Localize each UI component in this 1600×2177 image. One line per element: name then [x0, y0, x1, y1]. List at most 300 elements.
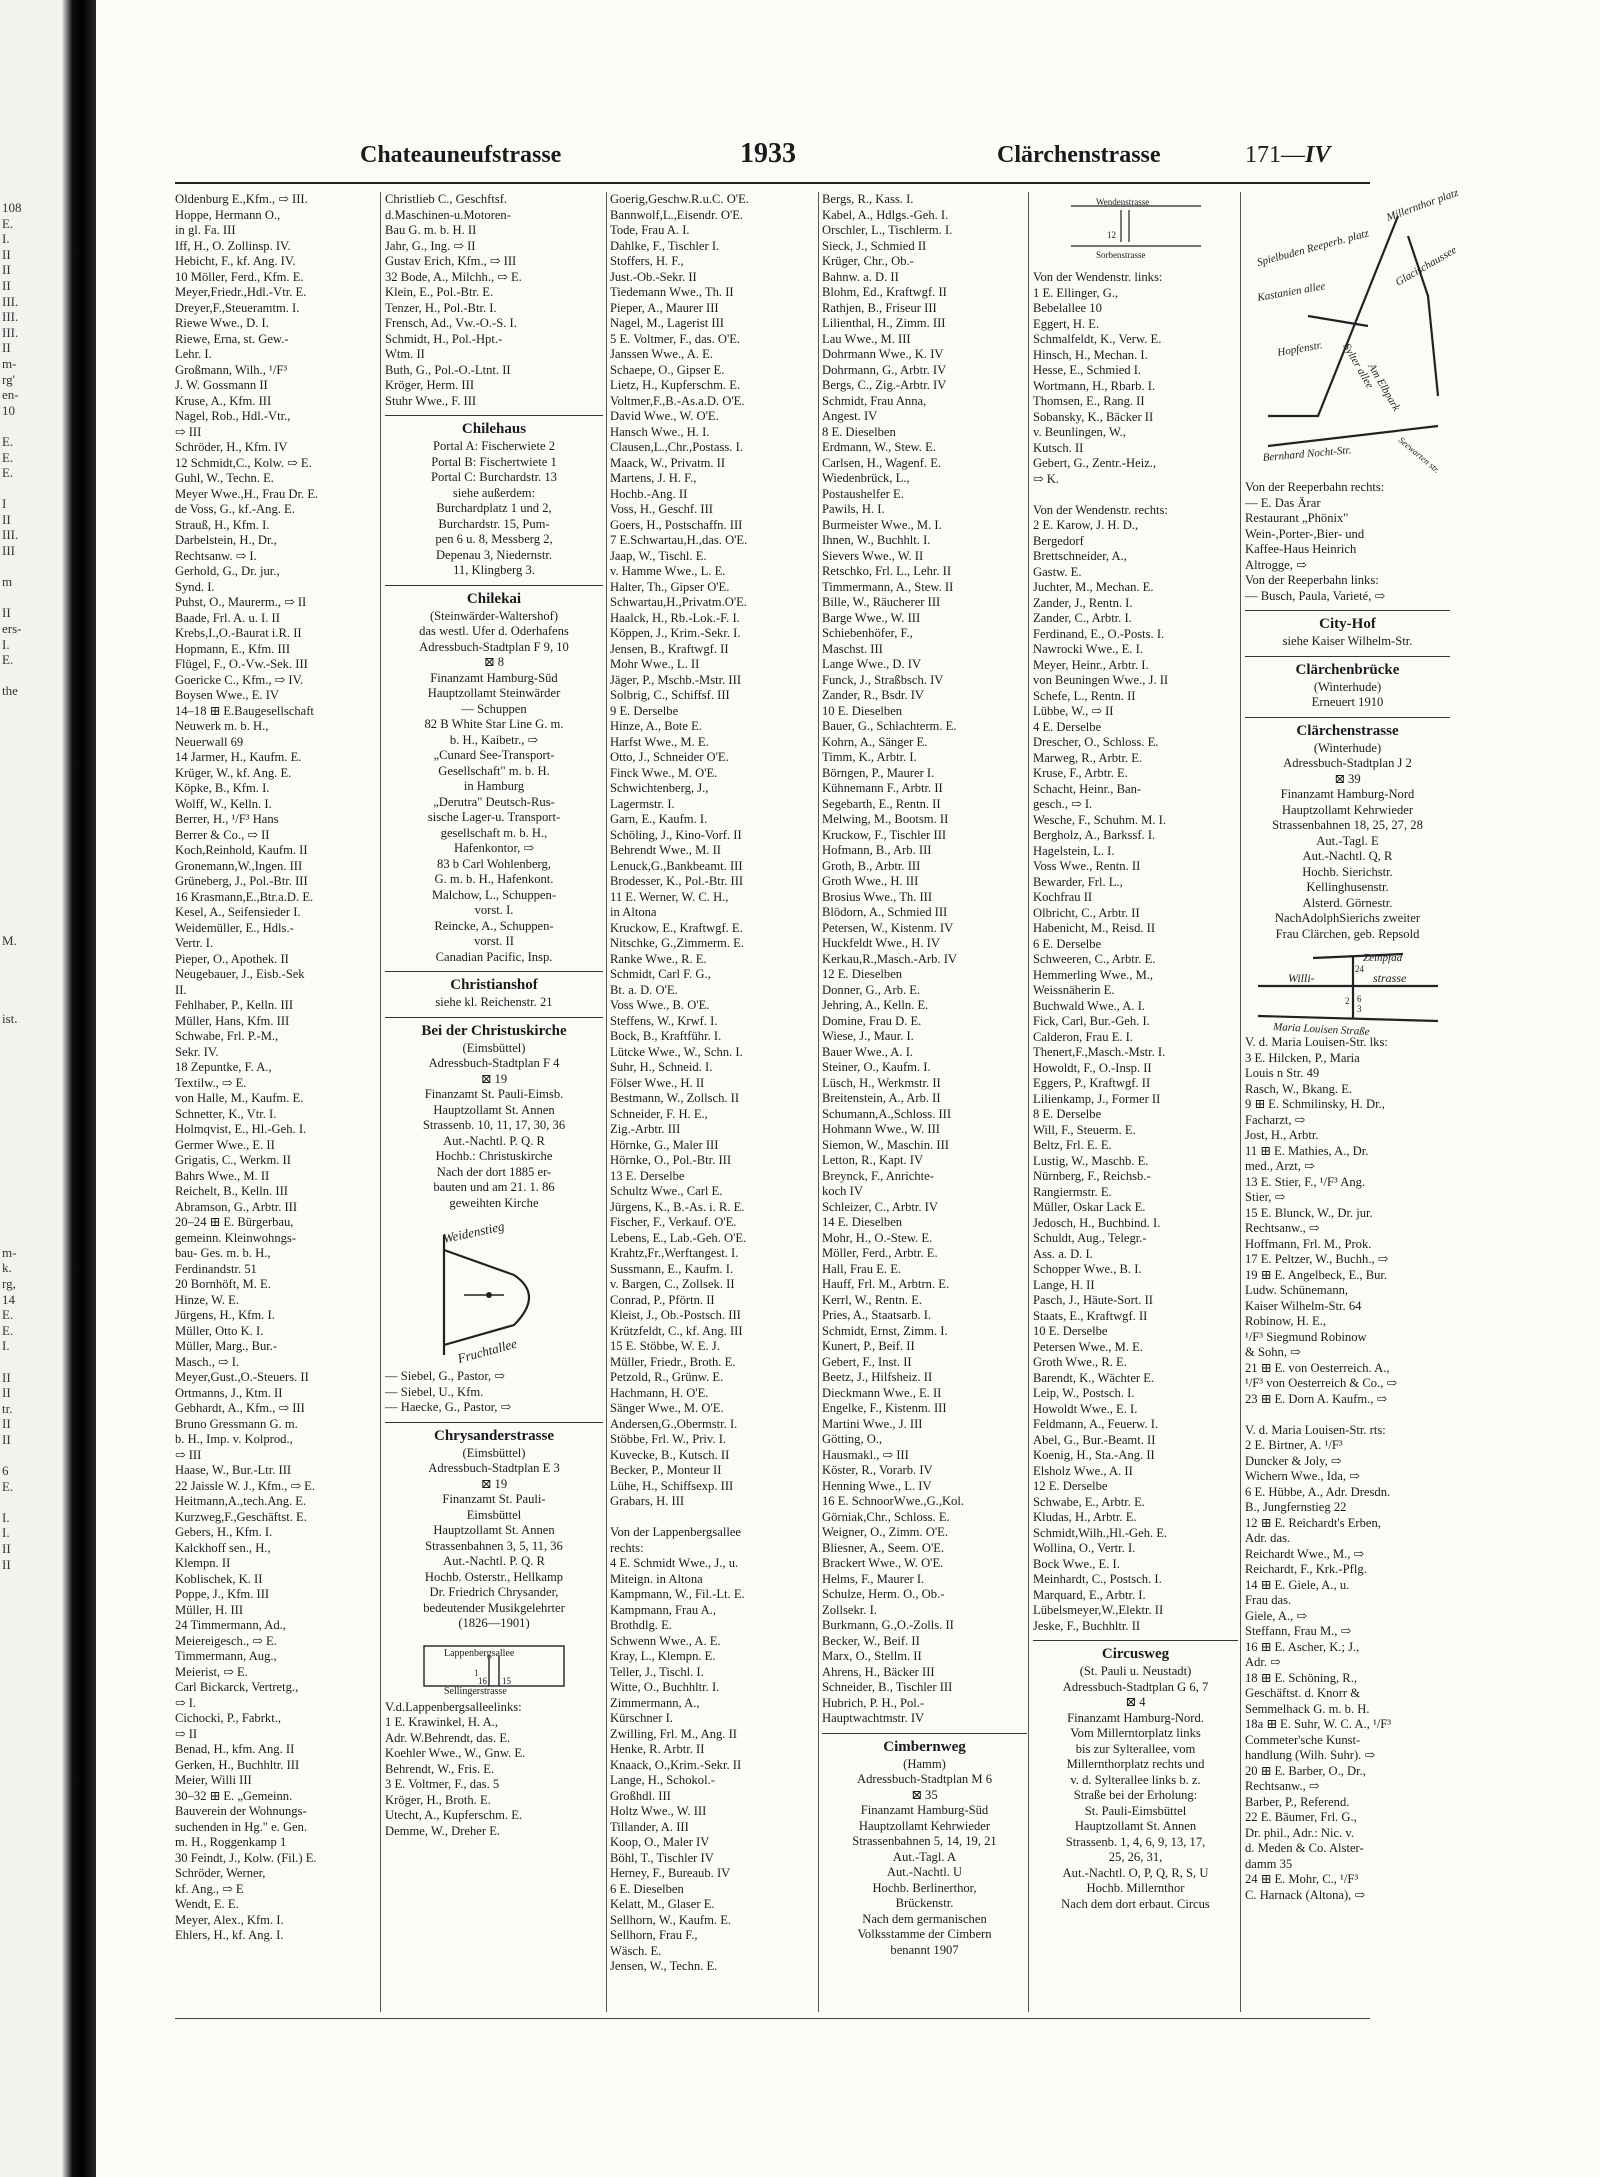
directory-entry: Klein, E., Pol.-Btr. E. — [385, 285, 494, 299]
directory-entry: Schröder, H., Kfm. IV — [175, 440, 288, 454]
street-info: Hochb.: Christuskirche — [435, 1149, 553, 1163]
directory-entry: Vertr. I. — [175, 936, 214, 950]
street-info: — Schuppen — [461, 701, 527, 716]
edge-fragment — [2, 746, 58, 762]
directory-entry: Poppe, J., Kfm. III — [175, 1587, 270, 1601]
directory-entry: Angest. IV — [822, 409, 878, 423]
directory-entry: von Beuningen Wwe., J. II — [1033, 673, 1169, 687]
directory-entry: Meyer, Alex., Kfm. I. — [175, 1912, 284, 1927]
street-info: Canadian Pacific, Insp. — [435, 949, 553, 964]
directory-entry: Louis n Str. 49 — [1245, 1066, 1320, 1080]
directory-entry: 24 Timmermann, Ad., — [175, 1618, 286, 1632]
directory-entry: in Altona — [610, 905, 657, 919]
street-heading: Bei der Christuskirche — [385, 1017, 603, 1041]
edge-fragment: 14 — [2, 1291, 15, 1307]
street-map — [1248, 186, 1460, 476]
directory-entry: Solbrig, C., Schiffsf. III — [610, 688, 730, 702]
directory-entry: 8 E. Derselbe — [1033, 1107, 1102, 1121]
street-info: ⊠ 35 — [911, 1787, 938, 1802]
edge-fragment — [2, 1058, 58, 1074]
directory-entry: Dohrmann, G., Arbtr. IV — [822, 362, 947, 377]
directory-entry: Feldmann, A., Feuerw. I. — [1033, 1417, 1159, 1431]
directory-entry: Rechtsanw., ⇨ — [1245, 1221, 1320, 1235]
directory-entry: 18 Zepuntke, F. A., — [175, 1060, 272, 1074]
directory-entry: Fehlhaber, P., Kelln. III — [175, 998, 294, 1012]
directory-entry: Krützfeldt, C., kf. Ang. III — [610, 1323, 743, 1338]
street-info: Hochb. Berlinerthor, — [872, 1880, 977, 1895]
directory-entry: Neugebauer, J., Eisb.-Sek — [175, 967, 305, 981]
directory-entry: Textilw., ⇨ E. — [175, 1075, 247, 1090]
street-heading: Christianshof — [385, 971, 603, 995]
street-info: G. m. b. H., Hafenkont. — [434, 872, 554, 886]
directory-entry: 14 Jarmer, H., Kaufm. E. — [175, 750, 302, 764]
street-info: geweihten Kirche — [449, 1195, 539, 1210]
edge-fragment — [2, 1167, 58, 1183]
directory-entry: Beltz, Frl. E. E. — [1033, 1138, 1112, 1152]
gutter-shadow — [62, 0, 96, 2177]
directory-entry: Kruckow, E., Kraftwgf. E. — [610, 920, 743, 935]
edge-fragment: II — [2, 511, 11, 527]
directory-entry: Nürnberg, F., Reichsb.- — [1033, 1169, 1151, 1183]
directory-entry: suchenden in Hg." e. Gen. — [175, 1819, 308, 1834]
directory-entry: Marweg, R., Arbtr. E. — [1033, 750, 1143, 765]
directory-entry: Jensen, B., Kraftwgf. II — [610, 641, 729, 656]
street-map — [1041, 196, 1231, 266]
directory-entry: Strauß, H., Kfm. I. — [175, 517, 270, 532]
directory-entry: Kurzweg,F.,Geschäftst. E. — [175, 1509, 307, 1524]
directory-entry: Schweeren, C., Arbtr. E. — [1033, 952, 1156, 966]
edge-fragment — [2, 1198, 58, 1214]
directory-entry: Schuldt, Aug., Telegr.- — [1033, 1231, 1147, 1245]
street-info: Reincke, A., Schuppen- — [434, 918, 554, 933]
directory-entry: 19 ⊞ E. Angelbeck, E., Bur. — [1245, 1267, 1388, 1282]
edge-fragment: E. — [2, 465, 14, 481]
street-info: bedeutender Musikgelehrter — [423, 1600, 565, 1615]
directory-entry: 3 E. Voltmer, F., das. 5 — [385, 1777, 500, 1791]
directory-entry: in gl. Fa. III — [175, 223, 236, 237]
directory-entry: Habenicht, M., Reisd. II — [1033, 921, 1156, 935]
directory-entry: Rasch, W., Bkang. E. — [1245, 1081, 1353, 1096]
directory-entry: Sieck, J., Schmied II — [822, 238, 927, 253]
directory-entry: 30–32 ⊞ E. „Gemeinn. — [175, 1788, 293, 1803]
street-info: Finanzamt Hamburg-Süd — [430, 670, 558, 685]
directory-entry: Stuhr Wwe., F. III — [385, 393, 477, 408]
street-map — [404, 1215, 584, 1365]
directory-entry: Bannwolf,L.,Eisendr. O'E. — [610, 207, 744, 222]
map-label: 15 — [502, 1675, 511, 1686]
directory-entry: Hinze, A., Bote E. — [610, 719, 702, 733]
map-label: 24 — [1354, 964, 1364, 974]
directory-entry: 20 Bornhöft, M. E. — [175, 1277, 271, 1291]
directory-entry: David Wwe., W. O'E. — [610, 409, 719, 423]
edge-fragment — [2, 1494, 58, 1510]
directory-entry: Müller, H. III — [175, 1602, 244, 1617]
directory-entry: Thomsen, E., Rang. II — [1033, 394, 1145, 408]
directory-entry: Halter, Th., Gipser O'E. — [610, 579, 730, 594]
directory-entry: Blödorn, A., Schmied III — [822, 905, 948, 919]
directory-entry: — Haecke, G., Pastor, ⇨ — [385, 1400, 512, 1414]
directory-entry: Zander, C., Arbtr. I. — [1033, 611, 1132, 625]
directory-entry: Haalck, H., Rb.-Lok.-F. I. — [610, 610, 740, 625]
directory-entry: Kray, L., Klempn. E. — [610, 1649, 716, 1663]
directory-entry: Maschst. III — [822, 641, 883, 656]
street-info: Hochb. Millernthor — [1086, 1881, 1185, 1895]
directory-entry: Schefe, L., Rentn. II — [1033, 688, 1136, 703]
street-info: Brückenstr. — [895, 1896, 954, 1910]
directory-entry: J. W. Gossmann II — [175, 378, 268, 392]
edge-fragment — [2, 1354, 58, 1370]
directory-entry: Helms, F., Maurer I. — [822, 1571, 925, 1586]
section-mark: IV — [1305, 142, 1331, 168]
directory-entry: Kruckow, F., Tischler III — [822, 827, 947, 842]
directory-entry: Semmelhack G. m. b. H. — [1245, 1701, 1370, 1716]
directory-entry: Gebert, F., Inst. II — [822, 1354, 912, 1369]
directory-entry: Hemmerling Wwe., M., — [1033, 967, 1154, 982]
column-1 — [175, 192, 375, 2012]
directory-entry: Miteign. in Altona — [610, 1571, 703, 1586]
directory-entry: Facharzt, ⇨ — [1245, 1112, 1306, 1127]
street-info: ⊠ 19 — [480, 1071, 508, 1086]
directory-entry: Marx, O., Stellm. II — [822, 1649, 922, 1663]
directory-entry: Hauptwachtmstr. IV — [822, 1711, 925, 1725]
directory-entry: Müller, Oskar Lack E. — [1033, 1200, 1146, 1214]
street-heading: Chilekai — [385, 585, 603, 609]
directory-entry: Conrad, P., Pförtn. II — [610, 1292, 715, 1307]
directory-entry: Howoldt, F., O.-Insp. II — [1033, 1060, 1152, 1075]
edge-fragment — [2, 1448, 58, 1464]
edge-fragment — [2, 1120, 58, 1136]
directory-entry: Eggers, P., Kraftwgf. II — [1033, 1076, 1151, 1090]
directory-entry: Reichelt, B., Kelln. III — [175, 1184, 288, 1198]
directory-entry: de Voss, G., kf.-Ang. E. — [175, 502, 295, 516]
street-info: 82 B White Star Line G. m. — [424, 717, 564, 731]
directory-entry: Goerig,Geschw.R.u.C. O'E. — [610, 192, 749, 206]
directory-entry: Weigner, O., Zimm. O'E. — [822, 1525, 948, 1539]
directory-entry: d. Meden & Co. Alster- — [1245, 1841, 1364, 1855]
directory-entry: Utecht, A., Kupferschm. E. — [385, 1808, 523, 1822]
directory-entry: Timmermann, Aug., — [175, 1649, 277, 1663]
directory-entry: Buchwald Wwe., A. I. — [1033, 998, 1146, 1013]
directory-entry: Bestmann, W., Zollsch. II — [610, 1091, 740, 1105]
directory-entry: Bergs, R., Kass. I. — [822, 192, 914, 206]
directory-entry: Gerken, H., Buchhltr. III — [175, 1757, 300, 1772]
directory-entry: Hofmann, B., Arb. III — [822, 843, 932, 857]
directory-entry: bau- Ges. m. b. H., — [175, 1246, 271, 1260]
directory-entry: & Sohn, ⇨ — [1245, 1345, 1301, 1359]
directory-entry: Andersen,G.,Obermstr. I. — [610, 1416, 738, 1431]
directory-entry: Holmqvist, E., Hl.-Geh. I. — [175, 1122, 307, 1136]
directory-entry: Koehler Wwe., W., Gnw. E. — [385, 1746, 526, 1760]
edge-fragment: I. — [2, 636, 10, 652]
directory-entry: 20–24 ⊞ E. Bürgerbau, — [175, 1215, 294, 1229]
directory-entry: Kuvecke, B., Kutsch. II — [610, 1447, 730, 1462]
directory-entry: Darbelstein, H., Dr., — [175, 533, 277, 547]
directory-entry: — Siebel, G., Pastor, ⇨ — [385, 1369, 505, 1383]
directory-entry: Martens, J. H. F., — [610, 471, 697, 485]
directory-entry: ⇨ II — [175, 1726, 198, 1741]
directory-entry: Timm, K., Arbtr. I. — [822, 750, 917, 764]
directory-entry: Kürschner I. — [610, 1711, 673, 1725]
street-info: (Eimsbüttel) — [462, 1040, 526, 1055]
directory-entry: Kaiser Wilhelm-Str. 64 — [1245, 1298, 1362, 1313]
street-info: Finanzamt Hamburg-Nord — [1280, 787, 1415, 801]
directory-entry: d.Maschinen-u.Motoren- — [385, 207, 511, 222]
directory-entry: Kleist, J., Ob.-Postsch. III — [610, 1308, 741, 1322]
directory-entry: Pieper, A., Maurer III — [610, 300, 719, 315]
directory-entry: med., Arzt, ⇨ — [1245, 1159, 1315, 1173]
directory-entry: Gastw. E. — [1033, 564, 1082, 579]
directory-entry: 12 E. Dieselben — [822, 967, 903, 981]
edge-fragment: 6 — [2, 1463, 9, 1479]
edge-fragment — [2, 824, 58, 840]
directory-entry: b. H., Imp. v. Kolprod., — [175, 1432, 293, 1446]
directory-entry: Lietz, H., Kupferschm. E. — [610, 378, 741, 392]
directory-entry: 17 E. Peltzer, W., Buchh., ⇨ — [1245, 1252, 1389, 1266]
directory-entry: Kampmann, Frau A., — [610, 1602, 716, 1617]
street-info: b. H., Kaibetr., ⇨ — [449, 732, 539, 747]
directory-entry: Kabel, A., Hdlgs.-Geh. I. — [822, 207, 949, 222]
street-info: Erneuert 1910 — [1311, 695, 1384, 709]
edge-fragment: I. — [2, 1338, 10, 1354]
directory-entry: Schmidt,Wilh.,Hl.-Geh. E. — [1033, 1525, 1168, 1540]
directory-entry: Martini Wwe., J. III — [822, 1416, 923, 1431]
directory-entry: Petersen, W., Kistenm. IV — [822, 920, 954, 935]
edge-fragment — [2, 1089, 58, 1105]
directory-page — [170, 130, 1500, 2030]
street-info: siehe Kaiser Wilhelm-Str. — [1282, 634, 1413, 648]
street-info: 83 b Carl Wohlenberg, — [437, 856, 551, 871]
column-divider — [1028, 192, 1029, 2012]
directory-entry: Benad, H., kfm. Ang. II — [175, 1742, 295, 1756]
edge-fragment: II — [2, 277, 11, 293]
directory-entry: Staats, E., Kraftwgf. II — [1033, 1308, 1148, 1323]
directory-entry: Adr. ⇨ — [1245, 1655, 1281, 1669]
directory-entry: Köppen, J., Krim.-Sekr. I. — [610, 626, 741, 640]
map-label: Spielbuden Reeperb. platz — [1255, 227, 1370, 269]
street-heading: Clärchenstrasse — [1245, 717, 1450, 741]
directory-entry: Reichardt, F., Krk.-Pflg. — [1245, 1562, 1367, 1576]
directory-entry: 4 E. Schmidt Wwe., J., u. — [610, 1556, 739, 1570]
directory-entry: Groth, B., Arbtr. III — [822, 858, 921, 873]
street-info: Nach der dort 1885 er- — [436, 1164, 552, 1179]
directory-entry: Sekr. IV. — [175, 1044, 219, 1059]
directory-entry: ¹/F³ von Oesterreich & Co., ⇨ — [1245, 1376, 1398, 1390]
directory-entry: Lange, H., Schokol.- — [610, 1773, 715, 1787]
edge-fragment: III. — [2, 324, 19, 340]
directory-entry: Grabars, H. III — [610, 1494, 685, 1508]
directory-entry: ⇨ III — [175, 1447, 202, 1462]
directory-entry: Commeter'sche Kunst- — [1245, 1732, 1361, 1747]
directory-entry: Thenert,F.,Masch.-Mstr. I. — [1033, 1045, 1166, 1059]
street-info: Vom Millerntorplatz links — [1070, 1726, 1201, 1740]
directory-entry: Neuerwall 69 — [175, 734, 244, 749]
directory-entry: Fölser Wwe., H. II — [610, 1075, 705, 1090]
directory-entry: Schneider, B., Tischler III — [822, 1680, 953, 1694]
directory-entry: Köster, R., Vorarb. IV — [822, 1463, 933, 1477]
directory-entry: Müller, Friedr., Broth. E. — [610, 1354, 736, 1369]
directory-entry: Harfst Wwe., M. E. — [610, 734, 709, 749]
street-info: Adressbuch-Stadtplan J 2 — [1283, 756, 1412, 770]
street-info: Finanzamt Hamburg-Süd — [860, 1803, 989, 1817]
map-label: Zeinpfad — [1362, 952, 1402, 964]
directory-entry: Weissnäherin E. — [1033, 983, 1115, 997]
directory-entry: Tiedemann Wwe., Th. II — [610, 285, 734, 299]
directory-entry: Riewe Wwe., D. I. — [175, 316, 269, 330]
directory-entry: Witte, O., Buchhltr. I. — [610, 1680, 720, 1694]
edge-fragment — [2, 668, 58, 684]
directory-entry: Restaurant „Phönix" — [1245, 511, 1349, 525]
street-info: Portal A: Fischerwiete 2 — [432, 439, 556, 453]
directory-entry: Schmidt, H., Pol.-Hpt.- — [385, 331, 503, 346]
column-divider — [1240, 192, 1241, 2012]
directory-entry: Nitschke, G.,Zimmerm. E. — [610, 936, 744, 950]
directory-entry: Hoppe, Hermann O., — [175, 207, 281, 222]
edge-fragment — [2, 1073, 58, 1089]
map-label: 6 — [1356, 994, 1361, 1004]
directory-entry: Berrer & Co., ⇨ II — [175, 827, 270, 842]
edge-fragment — [2, 559, 58, 575]
directory-entry: V. d. Maria Louisen-Str. lks: — [1245, 1035, 1388, 1049]
directory-entry: Calderon, Frau E. I. — [1033, 1029, 1134, 1044]
directory-entry: Groth Wwe., R. E. — [1033, 1355, 1127, 1369]
directory-entry: Stoffers, H. F., — [610, 254, 684, 268]
directory-entry: Erdmann, W., Stew. E. — [822, 440, 936, 454]
edge-fragment: I — [2, 496, 7, 512]
street-info: Portal B: Fischertwiete 1 — [431, 454, 557, 469]
street-info: Nach dem dort erbaut. Circus — [1061, 1896, 1210, 1911]
directory-entry: Pries, A., Staatsarb. I. — [822, 1308, 932, 1322]
directory-entry — [610, 1510, 815, 1526]
directory-entry: Lilienthal, H., Zimm. III — [822, 316, 946, 330]
directory-entry: Hausmakl., ⇨ III — [822, 1447, 909, 1462]
directory-entry: Ass. a. D. I. — [1033, 1246, 1093, 1261]
edge-fragment — [2, 730, 58, 746]
directory-entry: m. H., Roggenkamp 1 — [175, 1835, 287, 1849]
directory-entry: Großhdl. III — [610, 1788, 671, 1803]
directory-entry: 9 ⊞ E. Schmilinsky, H. Dr., — [1245, 1097, 1385, 1111]
directory-entry: 4 E. Derselbe — [1033, 719, 1102, 734]
directory-entry: Lübelsmeyer,W.,Elektr. II — [1033, 1603, 1164, 1617]
directory-entry: Synd. I. — [175, 579, 215, 594]
edge-fragment: tr. — [2, 1400, 13, 1416]
street-info: bis zur Sylterallee, vom — [1075, 1741, 1196, 1756]
edge-fragment: II — [2, 605, 11, 621]
directory-entry: Fick, Carl, Bur.-Geh. I. — [1033, 1014, 1150, 1028]
edge-fragment: II — [2, 1431, 11, 1447]
street-info: (1826—1901) — [458, 1616, 530, 1630]
directory-entry: 5 E. Voltmer, F., das. O'E. — [610, 331, 741, 346]
directory-entry: Carl Bickarck, Vertretg., — [175, 1680, 299, 1694]
directory-entry: Just.-Ob.-Sekr. II — [610, 269, 697, 284]
street-info: Kellinghusenstr. — [1306, 880, 1389, 894]
directory-entry: Steffens, W., Krwf. I. — [610, 1013, 718, 1028]
header-rule — [175, 182, 1370, 184]
street-info: Adressbuch-Stadtplan M 6 — [856, 1772, 992, 1786]
directory-entry: Flügel, F., O.-Vw.-Sek. III — [175, 657, 308, 671]
directory-entry: Wollina, O., Vertr. I. — [1033, 1541, 1136, 1555]
directory-entry: Elsholz Wwe., A. II — [1033, 1463, 1133, 1478]
directory-entry: damm 35 — [1245, 1856, 1293, 1871]
directory-entry: Meyer,Friedr.,Hdl.-Vtr. E. — [175, 285, 307, 299]
directory-entry: 14 ⊞ E. Giele, A., u. — [1245, 1577, 1350, 1592]
street-info: Aut.-Nachtl. P. Q. R — [443, 1133, 545, 1148]
edge-fragment: I. — [2, 231, 10, 247]
edge-fragment: E. — [2, 1322, 14, 1338]
directory-entry: Zwilling, Frl. M., Ang. II — [610, 1726, 737, 1741]
street-info: Finanzamt St. Pauli- — [442, 1492, 546, 1506]
directory-entry: Zander, R., Bsdr. IV — [822, 688, 924, 702]
directory-entry: Schulze, Herm. O., Ob.- — [822, 1587, 945, 1601]
directory-entry: Krüger, Chr., Ob.- — [822, 254, 914, 268]
directory-entry: Hubrich, P. H., Pol.- — [822, 1695, 925, 1710]
directory-entry: Kalckhoff sen., H., — [175, 1540, 271, 1555]
directory-entry: Schwichtenberg, J., — [610, 781, 709, 795]
street-map — [404, 1636, 584, 1696]
edge-fragment — [2, 793, 58, 809]
street-info: ⊠ 39 — [1334, 771, 1361, 786]
directory-entry: Kruse, F., Arbtr. E. — [1033, 766, 1128, 780]
edge-fragment: I. — [2, 1525, 10, 1541]
year-heading: 1933 — [740, 138, 796, 169]
street-info: benannt 1907 — [890, 1942, 959, 1957]
directory-entry: Kröger, H., Broth. E. — [385, 1792, 491, 1807]
directory-entry: Wortmann, H., Rbarb. I. — [1033, 378, 1156, 393]
directory-entry: Jensen, W., Techn. E. — [610, 1959, 718, 1973]
directory-entry: 12 Schmidt,C., Kolw. ⇨ E. — [175, 455, 312, 470]
directory-entry: 22 E. Bäumer, Frl. G., — [1245, 1810, 1357, 1824]
street-info: Adressbuch-Stadtplan E 3 — [428, 1461, 560, 1475]
directory-entry: Melwing, M., Bootsm. II — [822, 812, 949, 826]
directory-entry: Abramson, G., Arbtr. III — [175, 1199, 298, 1214]
directory-entry: Howoldt Wwe., E. I. — [1033, 1401, 1138, 1416]
directory-entry: Lenuck,G.,Bankbeamt. III — [610, 858, 743, 873]
directory-entry: Juchter, M., Mechan. E. — [1033, 580, 1154, 594]
directory-entry: Schultz Wwe., Carl E. — [610, 1184, 723, 1198]
directory-entry: Marquard, E., Arbtr. I. — [1033, 1587, 1146, 1602]
map-label: Sylter allee — [1339, 341, 1376, 391]
directory-entry: Koblischek, K. II — [175, 1571, 263, 1586]
directory-entry: Zig.-Arbtr. III — [610, 1122, 681, 1136]
directory-entry: Schwartau,H.,Privatm.O'E. — [610, 595, 747, 609]
directory-entry: Lühe, H., Schiffsexp. III — [610, 1478, 734, 1493]
directory-entry: 6 E. Dieselben — [610, 1881, 684, 1896]
street-map — [1253, 946, 1443, 1039]
right-street-heading: Clärchenstrasse — [997, 142, 1161, 168]
directory-entry: 11 ⊞ E. Mathies, A., Dr. — [1245, 1143, 1369, 1158]
directory-entry: Blohm, Ed., Kraftwgf. II — [822, 285, 947, 299]
directory-entry: Schwabe, Frl. P.-M., — [175, 1029, 279, 1043]
edge-fragment: k. — [2, 1260, 12, 1276]
directory-entry: Götting, O., — [822, 1432, 883, 1446]
directory-entry: Groth Wwe., H. III — [822, 874, 919, 888]
directory-entry: 8 E. Dieselben — [822, 424, 896, 439]
directory-entry: Haase, W., Bur.-Ltr. III — [175, 1463, 292, 1477]
edge-fragment — [2, 871, 58, 887]
directory-entry: Kühnemann F., Arbtr. II — [822, 781, 943, 795]
directory-entry: Burmeister Wwe., M. I. — [822, 517, 942, 532]
map-label: Sorbenstrasse — [1095, 250, 1145, 260]
street-info: (Winterhude) — [1313, 740, 1382, 755]
directory-entry: Schnetter, K., Vtr. I. — [175, 1106, 277, 1121]
directory-entry: Frensch, Ad., Vw.-O.-S. I. — [385, 316, 517, 330]
directory-entry: Nagel, Rob., Hdl.-Vtr., — [175, 409, 291, 423]
edge-fragment — [2, 808, 58, 824]
map-label: Willi- — [1287, 971, 1315, 985]
edge-fragment — [2, 964, 58, 980]
directory-entry: Janssen Wwe., A. E. — [610, 347, 713, 361]
directory-entry: Wesche, F., Schuhm. M. I. — [1033, 812, 1166, 827]
directory-entry: 10 E. Dieselben — [822, 703, 903, 718]
